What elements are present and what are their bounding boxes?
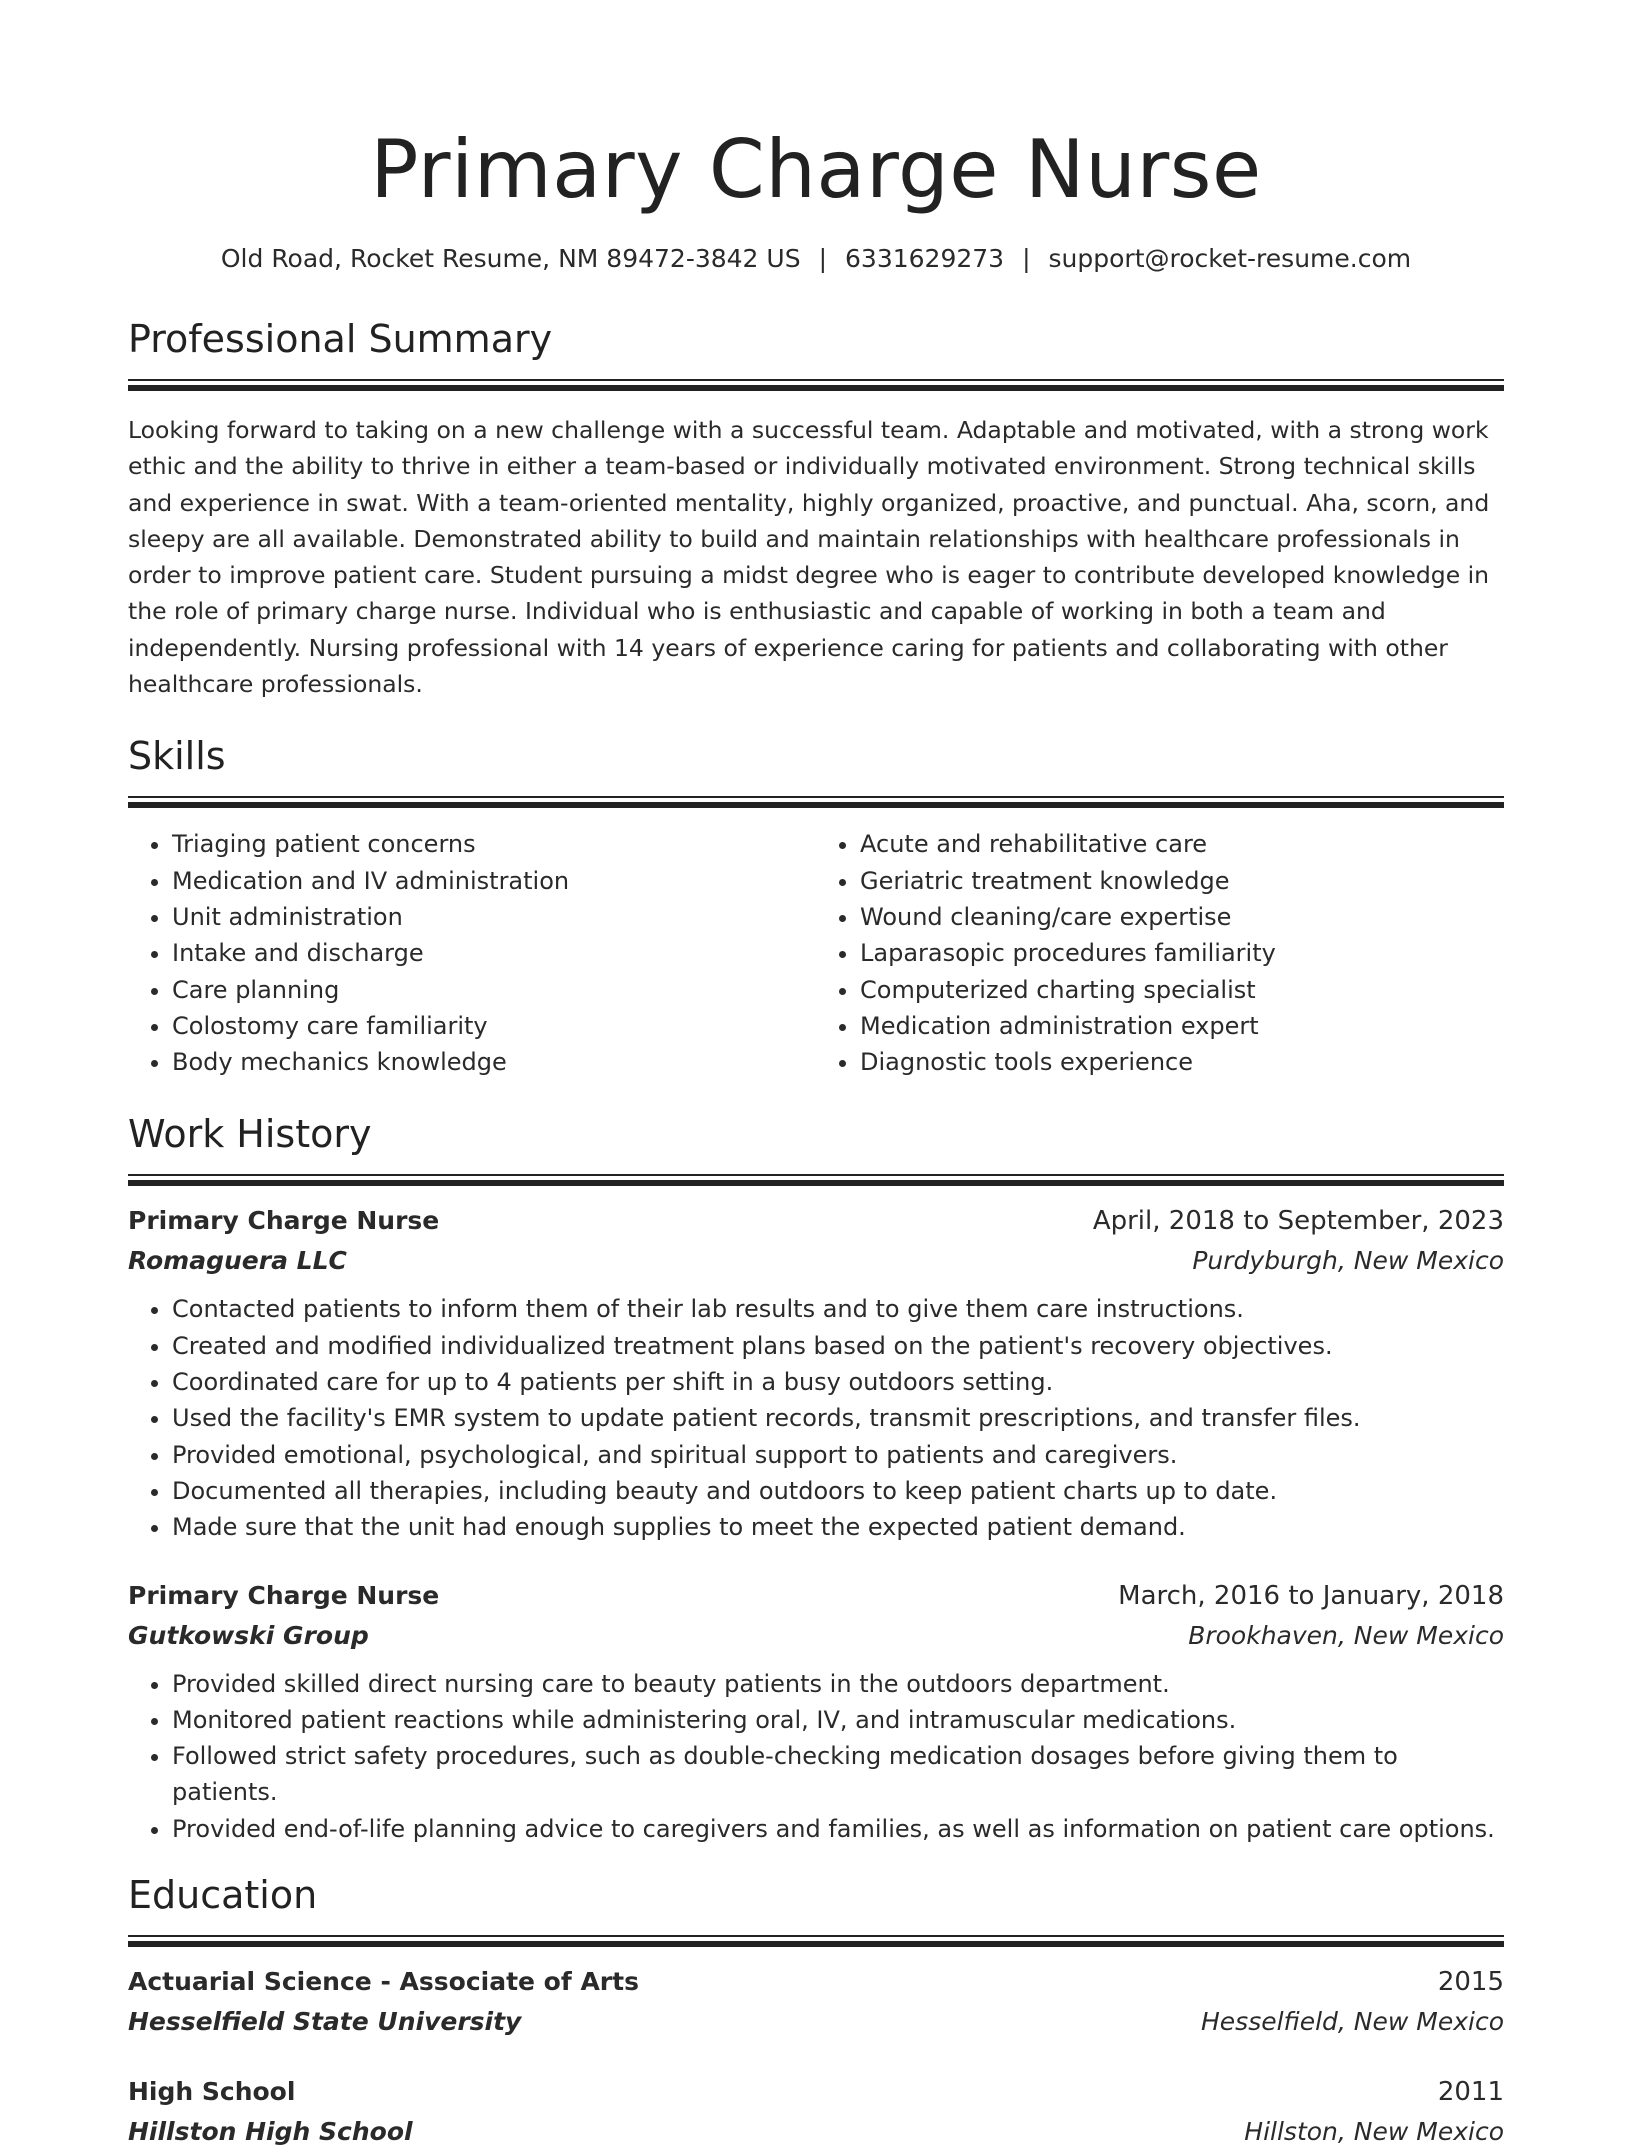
job-bullet: • Created and modified individualized treatment plans based on the patient's recovery objectives.	[172, 1328, 1504, 1364]
education-entry	[128, 2072, 1504, 2152]
work-history-section	[128, 1110, 1504, 1847]
section-divider	[128, 379, 1504, 390]
school-location: Hesselfield, New Mexico	[1200, 2007, 1504, 2037]
school-name: Hesselfield State University	[128, 2007, 522, 2037]
skill-item: • Colostomy care familiarity	[172, 1008, 816, 1044]
skill-item: • Care planning	[172, 972, 816, 1008]
graduation-year: 2015	[1437, 1967, 1504, 1998]
job-entry	[128, 1576, 1504, 1847]
job-title: Primary Charge Nurse	[128, 1580, 440, 1610]
degree: Actuarial Science - Associate of Arts	[128, 1967, 639, 1997]
skill-item: • Computerized charting specialist	[860, 972, 1504, 1008]
job-bullet: • Used the facility's EMR system to update patient records, transmit prescriptions, and transfer files.	[172, 1400, 1504, 1436]
resume-page	[128, 0, 1504, 2152]
section-divider	[128, 1174, 1504, 1185]
job-bullet: • Contacted patients to inform them of their lab results and to give them care instructions.	[172, 1291, 1504, 1327]
section-title-education: Education	[128, 1873, 318, 1918]
skill-item: • Geriatric treatment knowledge	[860, 863, 1504, 899]
job-bullet: • Monitored patient reactions while administering oral, IV, and intramuscular medications.	[172, 1702, 1504, 1738]
job-bullet: • Followed strict safety procedures, such as double-checking medication dosages before giving them to patients.	[172, 1738, 1504, 1811]
job-bullets	[128, 1666, 1504, 1847]
skill-item: • Laparasopic procedures familiarity	[860, 935, 1504, 971]
job-title: Primary Charge Nurse	[128, 1206, 440, 1236]
job-dates: April, 2018 to September, 2023	[1092, 1206, 1504, 1237]
job-bullet: • Coordinated care for up to 4 patients per shift in a busy outdoors setting.	[172, 1364, 1504, 1400]
contact-line	[128, 242, 1504, 276]
school-location: Hillston, New Mexico	[1244, 2117, 1504, 2147]
company-name: Romaguera LLC	[128, 1246, 347, 1276]
skills-column-left	[128, 826, 816, 1080]
job-location: Purdyburgh, New Mexico	[1192, 1246, 1504, 1276]
job-bullet: • Provided skilled direct nursing care to beauty patients in the outdoors department.	[172, 1666, 1504, 1702]
skill-item: • Triaging patient concerns	[172, 826, 816, 862]
contact-separator: |	[1022, 244, 1031, 273]
job-bullet: • Made sure that the unit had enough supplies to meet the expected patient demand.	[172, 1509, 1504, 1545]
resume-name: Primary Charge Nurse	[370, 123, 1262, 216]
skill-item: • Wound cleaning/care expertise	[860, 899, 1504, 935]
skill-item: • Acute and rehabilitative care	[860, 826, 1504, 862]
summary-section	[128, 315, 1504, 702]
skills-column-right	[816, 826, 1504, 1080]
address: Old Road, Rocket Resume, NM 89472-3842 US	[220, 244, 801, 273]
skill-item: • Medication administration expert	[860, 1008, 1504, 1044]
graduation-year: 2011	[1437, 2077, 1504, 2108]
section-divider	[128, 1935, 1504, 1946]
company-name: Gutkowski Group	[128, 1620, 369, 1650]
job-bullet: • Provided end-of-life planning advice to caregivers and families, as well as information on patient care options.	[172, 1811, 1504, 1847]
school-name: Hillston High School	[128, 2117, 413, 2147]
job-bullet: • Documented all therapies, including beauty and outdoors to keep patient charts up to date.	[172, 1473, 1504, 1509]
contact-separator: |	[818, 244, 828, 273]
skills-list	[128, 826, 1504, 1080]
section-title-work-history: Work History	[128, 1112, 372, 1157]
job-bullets	[128, 1291, 1504, 1545]
email: support@rocket-resume.com	[1048, 244, 1412, 273]
section-title-skills: Skills	[128, 734, 226, 779]
section-divider	[128, 796, 1504, 807]
skill-item: • Diagnostic tools experience	[860, 1044, 1504, 1080]
education-section	[128, 1871, 1504, 2152]
summary-text: Looking forward to taking on a new challenge with a successful team. Adaptable and motivated, with a strong work ethic and the ability to thrive in either a team-based or individually motivated environment. Strong technical skills and experience in swat. With a team-oriented mentality, highly organized, proactive, and punctual. Aha, scorn, and sleepy are all available. Demonstrated ability to build and maintain relationships with healthcare professionals in order to improve patient care. Student pursuing a midst degree who is eager to contribute developed knowledge in the role of primary charge nurse. Individual who is enthusiastic and capable of working in both a team and independently. Nursing professional with 14 years of experience caring for patients and collaborating with other healthcare professionals.	[128, 416, 1490, 699]
job-location: Brookhaven, New Mexico	[1188, 1620, 1504, 1650]
job-dates: March, 2016 to January, 2018	[1118, 1580, 1504, 1611]
job-entry	[128, 1201, 1504, 1545]
skill-item: • Unit administration	[172, 899, 816, 935]
section-title-summary: Professional Summary	[128, 317, 553, 361]
education-entry	[128, 1962, 1504, 2042]
skill-item: • Intake and discharge	[172, 935, 816, 971]
degree: High School	[128, 2077, 296, 2107]
skills-section	[128, 732, 1504, 1080]
skill-item: • Medication and IV administration	[172, 863, 816, 899]
job-bullet: • Provided emotional, psychological, and spiritual support to patients and caregivers.	[172, 1437, 1504, 1473]
phone: 6331629273	[845, 244, 1005, 273]
skill-item: • Body mechanics knowledge	[172, 1044, 816, 1080]
